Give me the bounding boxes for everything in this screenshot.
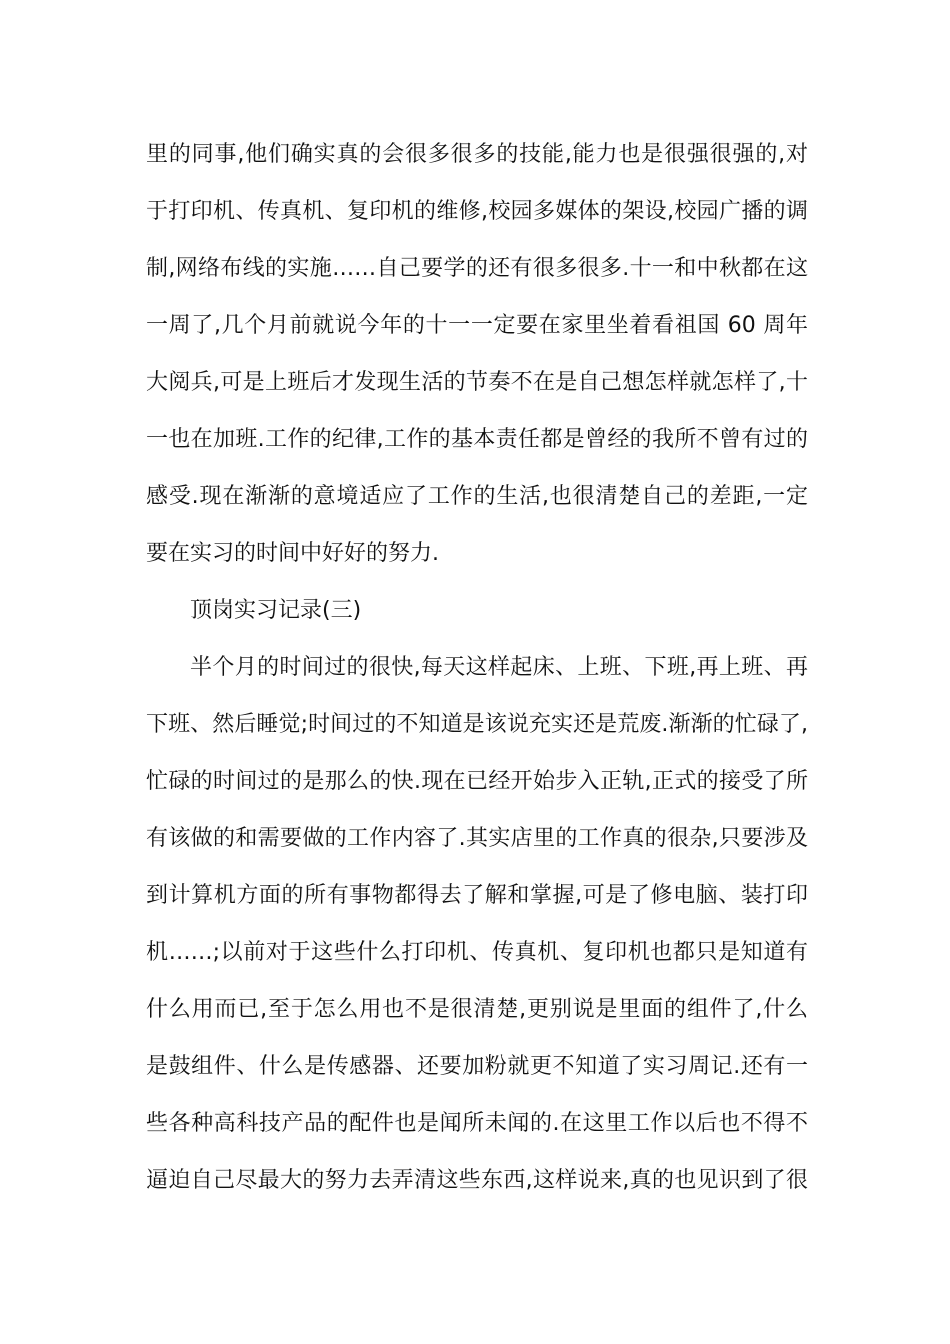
text-line: 要在实习的时间中好好的努力. (146, 541, 439, 566)
paragraph-2 (146, 639, 808, 1209)
text-line: 感受.现在渐渐的意境适应了工作的生活,也很清楚自己的差距,一定 (146, 484, 808, 509)
text-line: 下班、然后睡觉;时间过的不知道是该说充实还是荒废.渐渐的忙碌了, (146, 712, 808, 737)
text-line: 什么用而已,至于怎么用也不是很清楚,更别说是里面的组件了,什么 (146, 997, 808, 1022)
text-line: 是鼓组件、什么是传感器、还要加粉就更不知道了实习周记.还有一 (146, 1054, 808, 1079)
text-line: 忙碌的时间过的是那么的快.现在已经开始步入正轨,正式的接受了所 (146, 769, 808, 794)
paragraph-1 (146, 126, 808, 582)
text-line: 大阅兵,可是上班后才发现生活的节奏不在是自己想怎样就怎样了,十 (146, 370, 808, 395)
text-line: 一周了,几个月前就说今年的十一一定要在家里坐着看祖国 60 周年 (146, 313, 808, 338)
text-line: 制,网络布线的实施……自己要学的还有很多很多.十一和中秋都在这 (146, 256, 808, 281)
text-line: 于打印机、传真机、复印机的维修,校园多媒体的架设,校园广播的调 (146, 199, 808, 224)
text-line: 里的同事,他们确实真的会很多很多的技能,能力也是很强很强的,对 (146, 142, 808, 167)
section-heading: 顶岗实习记录(三) (190, 598, 362, 623)
text-line: 机……;以前对于这些什么打印机、传真机、复印机也都只是知道有 (146, 940, 808, 965)
text-line: 有该做的和需要做的工作内容了.其实店里的工作真的很杂,只要涉及 (146, 826, 808, 851)
text-line: 到计算机方面的所有事物都得去了解和掌握,可是了修电脑、装打印 (146, 883, 808, 908)
text-line: 逼迫自己尽最大的努力去弄清这些东西,这样说来,真的也见识到了很 (146, 1168, 808, 1193)
text-line: 一也在加班.工作的纪律,工作的基本责任都是曾经的我所不曾有过的 (146, 427, 808, 452)
text-line: 半个月的时间过的很快,每天这样起床、上班、下班,再上班、再 (190, 655, 808, 680)
document-body (146, 126, 808, 1209)
text-line: 些各种高科技产品的配件也是闻所未闻的.在这里工作以后也不得不 (146, 1111, 808, 1136)
